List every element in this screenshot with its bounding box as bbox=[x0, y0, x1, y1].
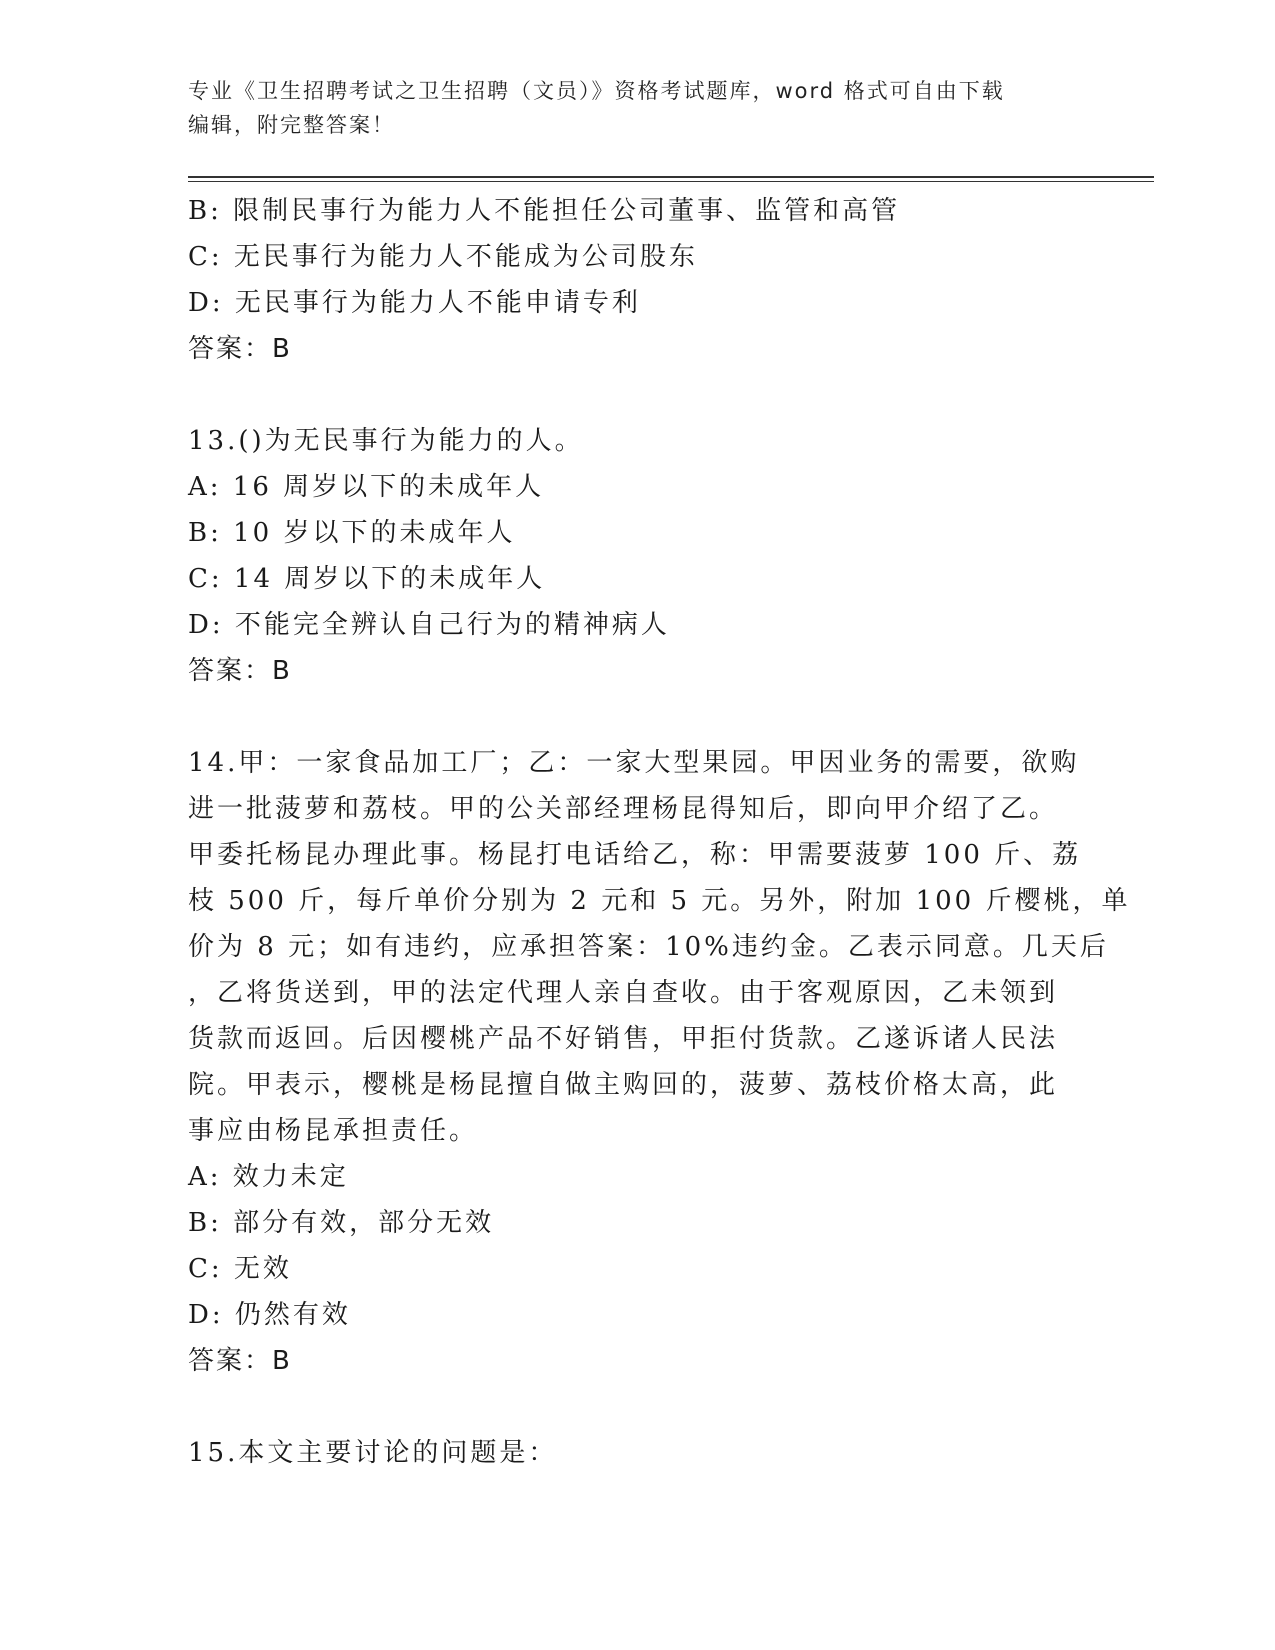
option-c: C: 14 周岁以下的未成年人 bbox=[188, 564, 546, 594]
question-stem: 15.本文主要讨论的问题是： bbox=[188, 1438, 558, 1468]
stem-line: 14.甲：一家食品加工厂；乙：一家大型果园。甲因业务的需要，欲购 bbox=[188, 748, 1080, 778]
question-14 bbox=[188, 740, 1131, 1384]
stem-line: 货款而返回。后因樱桃产品不好销售，甲拒付货款。乙遂诉诸人民法 bbox=[188, 1024, 1059, 1054]
option-b: B: 限制民事行为能力人不能担任公司董事、监管和高管 bbox=[188, 196, 901, 226]
document-header bbox=[188, 74, 1068, 142]
stem-line: 进一批菠萝和荔枝。甲的公关部经理杨昆得知后，即向甲介绍了乙。 bbox=[188, 794, 1059, 824]
stem-line: 价为 8 元；如有违约，应承担答案：10%违约金。乙表示同意。几天后 bbox=[188, 932, 1109, 962]
question-stem: 13.()为无民事行为能力的人。 bbox=[188, 426, 584, 456]
question-13 bbox=[188, 418, 1088, 694]
header-line-2: 编辑，附完整答案！ bbox=[188, 113, 395, 137]
option-d: D: 仍然有效 bbox=[188, 1300, 351, 1330]
option-b: B: 部分有效，部分无效 bbox=[188, 1208, 495, 1238]
option-b: B: 10 岁以下的未成年人 bbox=[188, 518, 516, 548]
option-c: C: 无效 bbox=[188, 1254, 292, 1284]
stem-line: 甲委托杨昆办理此事。杨昆打电话给乙，称：甲需要菠萝 100 斤、荔 bbox=[188, 840, 1082, 870]
question-15 bbox=[188, 1430, 1088, 1476]
option-a: A: 效力未定 bbox=[188, 1162, 349, 1192]
option-d: D: 无民事行为能力人不能申请专利 bbox=[188, 288, 641, 318]
spacer bbox=[188, 1384, 1088, 1430]
stem-line: 院。甲表示，樱桃是杨昆擅自做主购回的，菠萝、荔枝价格太高，此 bbox=[188, 1070, 1059, 1100]
option-c: C: 无民事行为能力人不能成为公司股东 bbox=[188, 242, 698, 272]
answer-line: 答案：B bbox=[188, 656, 292, 686]
question-12-tail bbox=[188, 188, 1088, 372]
stem-line: 事应由杨昆承担责任。 bbox=[188, 1116, 479, 1146]
option-d: D: 不能完全辨认自己行为的精神病人 bbox=[188, 610, 670, 640]
option-a: A: 16 周岁以下的未成年人 bbox=[188, 472, 545, 502]
header-line-1: 专业《卫生招聘考试之卫生招聘（文员）》资格考试题库，word 格式可自由下载 bbox=[188, 79, 1005, 103]
header-divider-thick bbox=[188, 176, 1154, 178]
stem-line: 枝 500 斤，每斤单价分别为 2 元和 5 元。另外，附加 100 斤樱桃，单 bbox=[188, 886, 1131, 916]
spacer bbox=[188, 694, 1088, 740]
stem-line: ，乙将货送到，甲的法定代理人亲自查收。由于客观原因，乙未领到 bbox=[188, 978, 1059, 1008]
header-divider-thin bbox=[188, 181, 1154, 182]
document-body bbox=[188, 188, 1131, 1476]
spacer bbox=[188, 372, 1088, 418]
answer-line: 答案：B bbox=[188, 1346, 292, 1376]
answer-line: 答案：B bbox=[188, 334, 292, 364]
question-stem bbox=[188, 740, 1131, 1154]
